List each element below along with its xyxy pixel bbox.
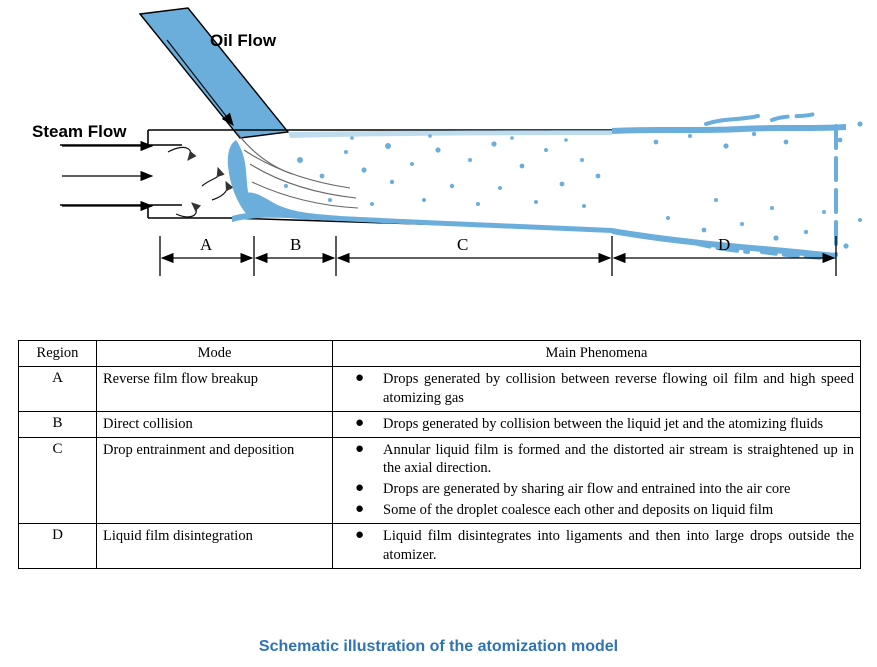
list-item: ● Annular liquid film is formed and the distorted air stream is straightened up in the axial direction.: [355, 440, 854, 477]
cell-region-c: C: [19, 437, 97, 523]
phenomena-table-wrapper: [18, 340, 860, 569]
list-item: ● Drops generated by collision between the liquid jet and the atomizing fluids: [355, 414, 824, 432]
cell-phenomena-c: [333, 437, 861, 523]
bullet-icon: ●: [355, 526, 365, 543]
cell-phenomena-b: [333, 411, 861, 437]
list-item: ● Drops generated by collision between reverse flowing oil film and high speed atomizing gas: [355, 370, 854, 406]
cell-mode-b: Direct collision: [97, 411, 333, 437]
region-label-b: B: [290, 235, 302, 254]
steam-flow-label: Steam Flow: [32, 122, 127, 141]
steam-duct: [60, 130, 258, 218]
table-header-row: [19, 341, 861, 367]
list-item: ● Some of the droplet coalesce each other and deposits on liquid film: [355, 501, 774, 519]
table-row: [19, 367, 861, 412]
list-item: ● Drops are generated by sharing air flow and entrained into the air core: [355, 480, 791, 498]
region-label-a: A: [200, 235, 213, 254]
header-region: Region: [19, 341, 97, 367]
cell-mode-c: Drop entrainment and deposition: [97, 437, 333, 523]
phenomena-table: [18, 340, 861, 569]
header-main-phenomena: Main Phenomena: [333, 341, 861, 367]
table-row: [19, 437, 861, 523]
bullet-icon: ●: [355, 480, 365, 497]
cell-mode-d: Liquid film disintegration: [97, 523, 333, 568]
cell-region-a: A: [19, 367, 97, 412]
cell-region-d: D: [19, 523, 97, 568]
header-mode: Mode: [97, 341, 333, 367]
figure-caption: Schematic illustration of the atomization model: [258, 638, 619, 655]
cell-phenomena-a: [333, 367, 861, 412]
cell-mode-a: Reverse film flow breakup: [97, 367, 333, 412]
bullet-icon: ●: [355, 440, 365, 457]
table-row: [19, 523, 861, 568]
bullet-icon: ●: [355, 414, 365, 431]
oil-flow-label: Oil Flow: [210, 31, 277, 50]
oil-inlet-pipe: [140, 8, 288, 138]
cell-region-b: B: [19, 411, 97, 437]
table-row: [19, 411, 861, 437]
bullet-icon: ●: [355, 370, 365, 386]
bullet-icon: ●: [355, 501, 365, 518]
region-label-c: C: [457, 235, 469, 254]
atomization-schematic: [0, 0, 877, 320]
region-dimensions: [160, 236, 836, 276]
cell-phenomena-d: [333, 523, 861, 568]
region-label-d: D: [718, 235, 731, 254]
list-item: ● Liquid film disintegrates into ligaments and then into large drops outside the atomizer.: [355, 526, 854, 563]
